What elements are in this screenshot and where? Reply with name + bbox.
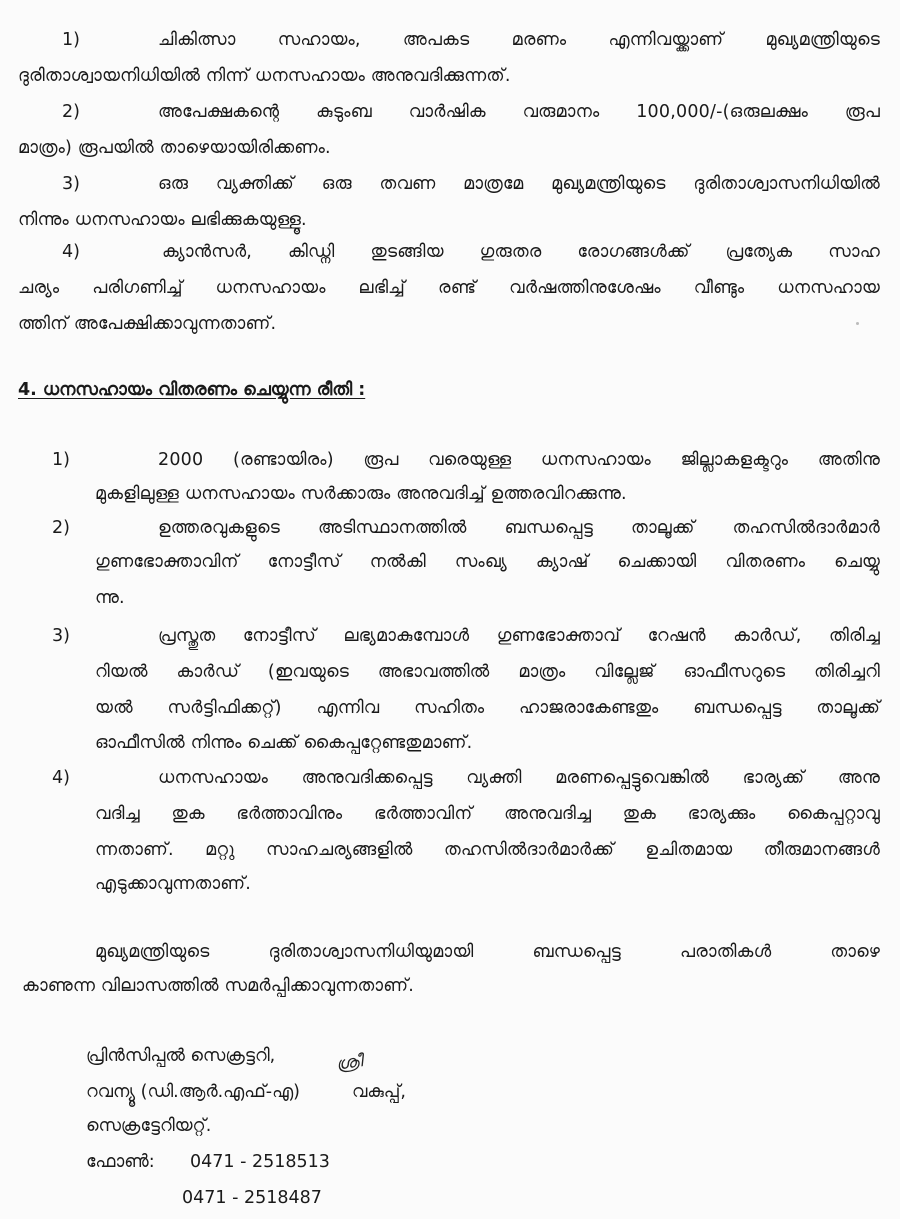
text-line: വദിച്ച തുക ഭർത്താവിനും ഭർത്താവിന് അനുവദിച്ച തുക ഭാര്യക്കും കൈപ്പറ്റാവു (95, 804, 880, 824)
item-number: 2) (62, 102, 80, 122)
phone-number: 0471 - 2518513 (190, 1152, 330, 1172)
text-line: യൽ സർട്ടിഫിക്കറ്റ്) എന്നിവ സഹിതം ഹാജരാകേണ്ടതും ബന്ധപ്പെട്ട താലൂക്ക് (95, 698, 880, 718)
text-line: മാത്രം) രൂപയിൽ താഴെയായിരിക്കണം. (18, 138, 331, 158)
text-line: ഗുണഭോക്താവിന് നോട്ടീസ് നൽകി സംഖ്യ ക്യാഷ് ചെക്കായി വിതരണം ചെയ്യു (95, 552, 880, 572)
item-number: 1) (62, 30, 80, 50)
handwritten-initial: ശ്രീ (334, 1051, 364, 1075)
text-line: ന്നു. (95, 588, 125, 608)
text-line: ചികിത്സാ സഹായം, അപകട മരണം എന്നിവയ്ക്കാണ് മുഖ്യമന്ത്രിയുടെ (158, 30, 880, 50)
text-line: ധനസഹായം അനുവദിക്കപ്പെട്ട വ്യക്തി മരണപ്പെട്ടുവെങ്കിൽ ഭാര്യക്ക് അനു (158, 768, 880, 788)
text-line: ന്നതാണ്. മറ്റു സാഹചര്യങ്ങളിൽ തഹസിൽദാർമാർക്ക് ഉചിതമായ തീരുമാനങ്ങൾ (95, 840, 880, 860)
text-line: അപേക്ഷകന്റെ കുടുംബ വാർഷിക വരുമാനം 100,000/-(ഒരുലക്ഷം രൂപ (158, 102, 880, 122)
item-number: 3) (62, 174, 80, 194)
text-line: ഒരു വ്യക്തിക്ക് ഒരു തവണ മാത്രമേ മുഖ്യമന്ത്രിയുടെ ദുരിതാശ്വാസനിധിയിൽ (158, 174, 880, 194)
text-line: ഓഫീസിൽ നിന്നും ചെക്ക് കൈപ്പറ്റേണ്ടതുമാണ്. (95, 733, 473, 753)
scan-speck (856, 322, 859, 325)
text-line: നിന്നും ധനസഹായം ലഭിക്കുകയുള്ളൂ. (18, 210, 307, 230)
complaint-text: മുഖ്യമന്ത്രിയുടെ ദുരിതാശ്വാസനിധിയുമായി ബന്ധപ്പെട്ട പരാതികൾ താഴെ (95, 942, 880, 962)
text-line: ദുരിതാശ്വായനിധിയിൽ നിന്ന് ധനസഹായം അനുവദിക്കുന്നത്. (18, 66, 511, 86)
item-number: 1) (52, 450, 70, 470)
phone-number: 0471 - 2518487 (182, 1188, 322, 1208)
item-number: 4) (62, 242, 80, 262)
item-number: 4) (52, 768, 70, 788)
complaint-text: കാണുന്ന വിലാസത്തിൽ സമർപ്പിക്കാവുന്നതാണ്. (22, 976, 414, 996)
address-department: റവന്യൂ (ഡി.ആർ.എഫ്-എ) (86, 1082, 300, 1102)
text-line: ത്തിന് അപേക്ഷിക്കാവുന്നതാണ്. (18, 314, 277, 334)
section-heading: 4. ധനസഹായം വിതരണം ചെയ്യുന്ന രീതി : (18, 380, 366, 400)
address-department-suffix: വകുപ്പ്, (352, 1082, 406, 1102)
phone-label: ഫോൺ: (86, 1152, 155, 1172)
text-line: ചര്യം പരിഗണിച്ച് ധനസഹായം ലഭിച്ച് രണ്ട് വർഷത്തിനുശേഷം വീണ്ടും ധനസഹായ (18, 278, 880, 298)
text-line: മുകളിലുള്ള ധനസഹായം സർക്കാരും അനുവദിച്ച് ഉത്തരവിറക്കുന്നു. (95, 484, 627, 504)
address-office: സെക്രട്ടേറിയറ്റ്. (86, 1116, 212, 1136)
text-line: ഉത്തരവുകളുടെ അടിസ്ഥാനത്തിൽ ബന്ധപ്പെട്ട താലൂക്ക് തഹസിൽദാർമാർ (158, 518, 880, 538)
address-title: പ്രിൻസിപ്പൽ സെക്രട്ടറി, (86, 1046, 276, 1066)
text-line: 2000 (രണ്ടായിരം) രൂപ വരെയുള്ള ധനസഹായം ജില്ലാകളക്ടറും അതിനു (158, 450, 880, 470)
text-line: എടുക്കാവുന്നതാണ്. (95, 874, 252, 894)
text-line: ക്യാൻസർ, കിഡ്നി തുടങ്ങിയ ഗുരുതര രോഗങ്ങൾക്ക് പ്രത്യേക സാഹ (162, 242, 880, 262)
text-line: പ്രസ്തുത നോട്ടീസ് ലഭ്യമാകുമ്പോൾ ഗുണഭോക്താവ് റേഷൻ കാർഡ്, തിരിച്ച (158, 626, 880, 646)
item-number: 3) (52, 626, 70, 646)
item-number: 2) (52, 518, 70, 538)
text-line: റിയൽ കാർഡ് (ഇവയുടെ അഭാവത്തിൽ മാത്രം വില്ലേജ് ഓഫീസറുടെ തിരിച്ചറി (95, 662, 880, 682)
